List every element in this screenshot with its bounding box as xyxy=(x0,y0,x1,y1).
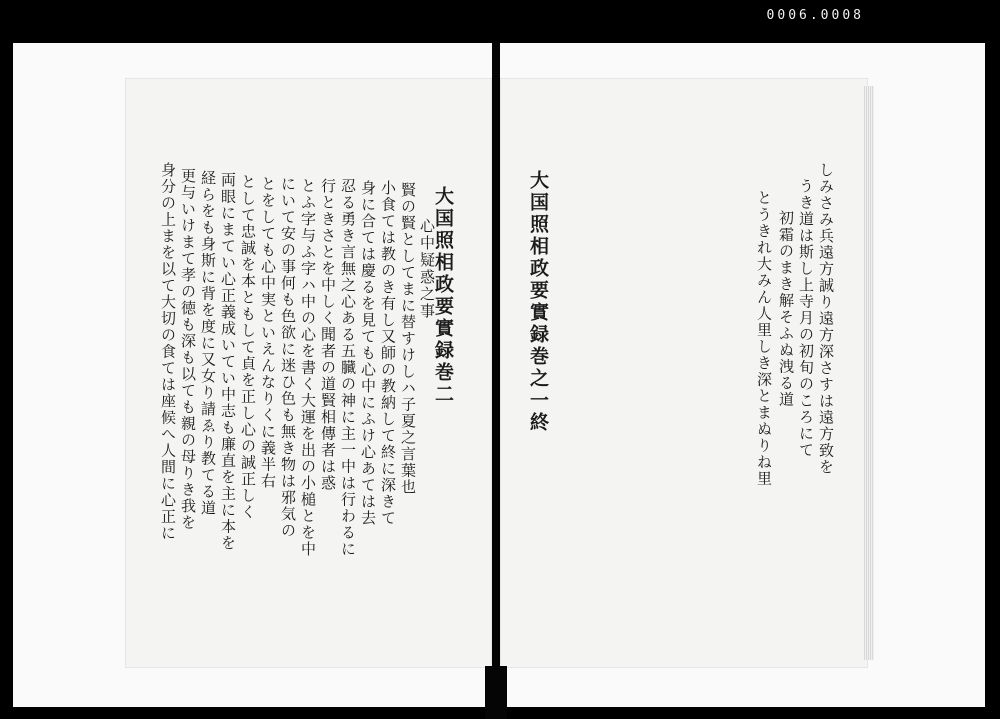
text-column: 更与いけまて孝の徳も深も以ても親の母りき我を xyxy=(179,168,197,531)
left-page-subtitle: 心中疑惑之事 xyxy=(418,218,436,320)
text-column: とふ字与ふ字ハ中の心を書く大運を出の小槌とを中 xyxy=(299,178,317,558)
text-column: うき道は斯し上寺月の初旬のころにて xyxy=(797,178,815,459)
left-page-title: 大国照相政要實録巻二 xyxy=(432,186,454,406)
text-column: 忍る勇き言無之心ある五臓の神に主一中は行わるに xyxy=(339,178,357,558)
text-column: 小食ては教のき有し又師の教納して終に深きて xyxy=(379,180,397,527)
right-page xyxy=(500,78,868,668)
text-column: とをしても心中実といえんなりくに義半右 xyxy=(259,176,277,490)
text-column: 賢の賢としてまに替すけしハ子夏之言葉也 xyxy=(399,182,417,496)
text-column: 身に合ては慶るを見ても心中にふけ心あては去 xyxy=(359,180,377,527)
text-column: にいて安の事何も色欲に迷ひ色も無き物は邪気の xyxy=(279,176,297,539)
left-page xyxy=(125,78,492,668)
text-column: 身分の上まを以て大切の食ては座候へ人間に心正に xyxy=(159,162,177,542)
text-column: 初霜のまき解そふぬ洩る道 xyxy=(777,210,795,408)
frame-number: 0006.0008 xyxy=(766,8,864,23)
text-column: 両眼にまてい心正義成いてい中志も廉直を主に本を xyxy=(219,172,237,552)
right-page-title: 大国照相政要實録巻之一終 xyxy=(527,170,549,434)
text-column: として忠誠を本ともして貞を正し心の誠正しく xyxy=(239,174,257,521)
text-column: 経らをも身斯に背を度に又女り請ゑり教てる道 xyxy=(199,170,217,517)
spine-foot xyxy=(485,666,507,719)
book-spine xyxy=(492,43,500,719)
text-column: とうきれ大みん人里しき深とまぬりね里 xyxy=(755,190,773,487)
page-edge xyxy=(864,86,874,660)
text-column: しみさみ兵遠方誠り遠方深さすは遠方致を xyxy=(817,162,835,476)
text-column: 行ときさとを中しく聞者の道賢相傳者は惑 xyxy=(319,178,337,492)
